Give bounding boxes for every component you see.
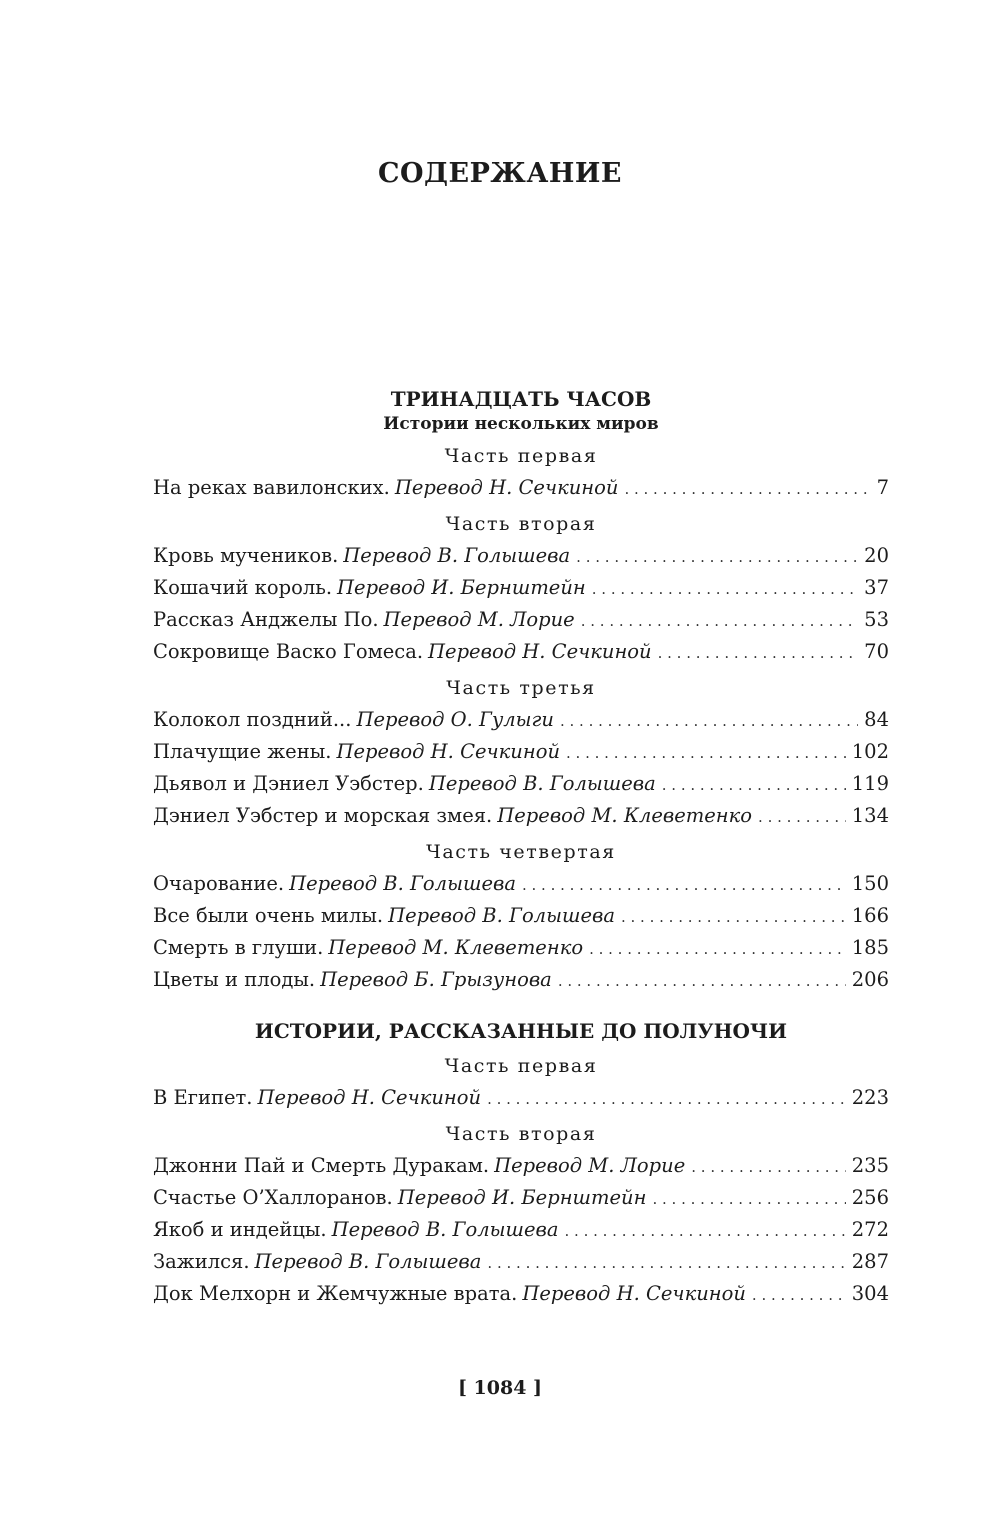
toc-entry (153, 540, 889, 572)
entry-title: На реках вавилонских. (153, 476, 390, 499)
page-number: [ 1084 ] (457, 1377, 543, 1399)
part-title: Часть вторая (445, 513, 597, 535)
part-title: Часть третья (446, 677, 596, 699)
entry-page-number: 166 (851, 904, 889, 927)
entry-translator: Перевод И. Бернштейн (397, 1186, 647, 1209)
book-subtitle: Истории нескольких миров (383, 414, 659, 434)
entry-title: Плачущие жены. (153, 740, 332, 763)
entry-translator: Перевод В. Голышева (428, 772, 656, 795)
entry-title: Джонни Пай и Смерть Дуракам. (153, 1154, 490, 1177)
entry-translator: Перевод Н. Сечкиной (394, 476, 619, 499)
entry-translator: Перевод М. Лорие (383, 608, 575, 631)
entry-translator: Перевод М. Клеветенко (328, 936, 584, 959)
toc-entry (153, 472, 889, 504)
entry-page-number: 150 (851, 872, 889, 895)
entry-title: Дьявол и Дэниел Уэбстер. (153, 772, 424, 795)
entry-page-number: 272 (851, 1218, 889, 1241)
entry-title: Очарование. (153, 872, 285, 895)
entry-page-number: 304 (851, 1282, 889, 1305)
dot-leader (624, 473, 870, 505)
entry-page-number: 70 (864, 640, 889, 663)
part-title: Часть вторая (445, 1123, 597, 1145)
entry-title: Счастье О’Халлоранов. (153, 1186, 393, 1209)
entry-title: Колокол поздний... (153, 708, 352, 731)
entry-translator: Перевод И. Бернштейн (337, 576, 586, 599)
toc-entry (153, 1214, 889, 1246)
entry-translator: Перевод Н. Сечкиной (257, 1086, 482, 1109)
dot-leader (566, 737, 846, 769)
book-title: ТРИНАДЦАТЬ ЧАСОВ (390, 387, 652, 411)
entry-page-number: 134 (851, 804, 889, 827)
entry-translator: Перевод В. Голышева (343, 544, 571, 567)
entry-translator: Перевод В. Голышева (254, 1250, 482, 1273)
dot-leader (558, 965, 846, 997)
entry-page-number: 185 (851, 936, 889, 959)
entry-page-number: 287 (851, 1250, 889, 1273)
entry-title: Зажился. (153, 1250, 250, 1273)
toc-entry (153, 736, 889, 768)
entry-translator: Перевод Н. Сечкиной (428, 640, 652, 663)
dot-leader (658, 637, 859, 669)
toc-entry (153, 964, 889, 996)
entry-translator: Перевод Н. Сечкиной (336, 740, 561, 763)
page-title: СОДЕРЖАНИЕ (378, 158, 622, 189)
toc-entry (153, 768, 889, 800)
entry-translator: Перевод В. Голышева (388, 904, 615, 927)
dot-leader (758, 801, 846, 833)
toc-entry (153, 604, 889, 636)
entry-title: Сокровище Васко Гомеса. (153, 640, 424, 663)
toc-entry (153, 1150, 889, 1182)
entry-title: Цветы и плоды. (153, 968, 316, 991)
toc-entry (153, 572, 889, 604)
toc-entry (153, 636, 889, 668)
entry-title: Рассказ Анджелы По. (153, 608, 379, 631)
toc-entry (153, 1182, 889, 1214)
book-title: ИСТОРИИ, РАССКАЗАННЫЕ ДО ПОЛУНОЧИ (254, 1019, 788, 1043)
toc-entry (153, 1246, 889, 1278)
toc-entry (153, 800, 889, 832)
part-title: Часть первая (444, 1055, 598, 1077)
dot-leader (589, 933, 846, 965)
dot-leader (621, 901, 846, 933)
entry-title: Смерть в глуши. (153, 936, 324, 959)
entry-title: Якоб и индейцы. (153, 1218, 327, 1241)
dot-leader (691, 1151, 846, 1183)
table-of-contents (153, 386, 889, 1310)
entry-page-number: 256 (851, 1186, 889, 1209)
part-title: Часть четвертая (426, 841, 616, 863)
dot-leader (565, 1215, 846, 1247)
dot-leader (576, 541, 858, 573)
dot-leader (592, 573, 858, 605)
dot-leader (522, 869, 846, 901)
entry-title: В Египет. (153, 1086, 253, 1109)
toc-entry (153, 868, 889, 900)
part-title: Часть первая (444, 445, 598, 467)
dot-leader (487, 1083, 846, 1115)
dot-leader (487, 1247, 845, 1279)
entry-translator: Перевод Б. Грызунова (320, 968, 552, 991)
entry-translator: Перевод О. Гулыги (356, 708, 554, 731)
dot-leader (560, 705, 858, 737)
entry-title: Кровь мучеников. (153, 544, 339, 567)
entry-page-number: 7 (876, 476, 889, 499)
toc-entry (153, 900, 889, 932)
dot-leader (581, 605, 858, 637)
toc-entry (153, 704, 889, 736)
entry-page-number: 206 (851, 968, 889, 991)
dot-leader (652, 1183, 845, 1215)
entry-translator: Перевод В. Голышева (289, 872, 516, 895)
toc-entry (153, 932, 889, 964)
entry-translator: Перевод Н. Сечкиной (522, 1282, 746, 1305)
entry-translator: Перевод М. Клеветенко (497, 804, 753, 827)
entry-title: Дэниел Уэбстер и морская змея. (153, 804, 493, 827)
entry-translator: Перевод В. Голышева (331, 1218, 559, 1241)
entry-page-number: 119 (851, 772, 889, 795)
entry-page-number: 53 (864, 608, 889, 631)
entry-page-number: 84 (864, 708, 889, 731)
entry-translator: Перевод М. Лорие (494, 1154, 686, 1177)
dot-leader (662, 769, 846, 801)
entry-title: Все были очень милы. (153, 904, 384, 927)
entry-title: Кошачий король. (153, 576, 333, 599)
toc-entry (153, 1082, 889, 1114)
entry-page-number: 102 (851, 740, 889, 763)
entry-page-number: 37 (864, 576, 889, 599)
entry-page-number: 223 (851, 1086, 889, 1109)
entry-page-number: 20 (864, 544, 889, 567)
entry-page-number: 235 (851, 1154, 889, 1177)
entry-title: Док Мелхорн и Жемчужные врата. (153, 1282, 518, 1305)
toc-entry (153, 1278, 889, 1310)
dot-leader (752, 1279, 846, 1311)
